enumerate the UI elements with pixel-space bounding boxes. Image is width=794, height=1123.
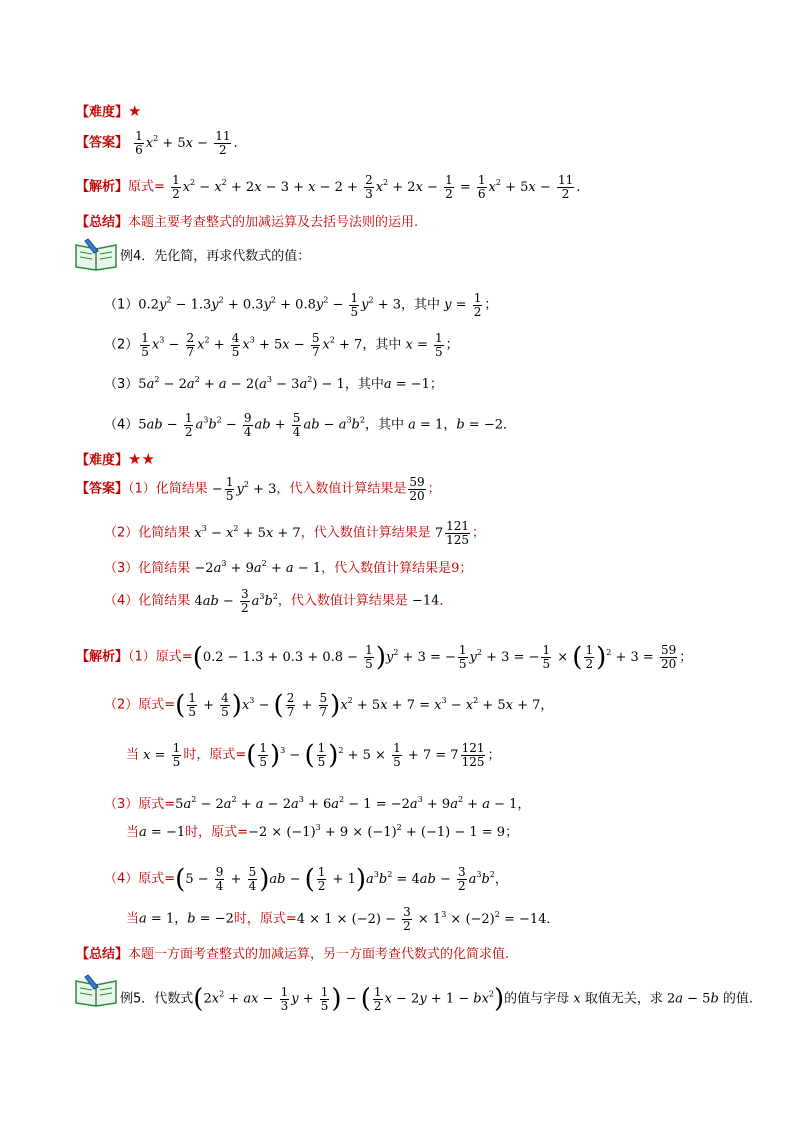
analysis-label: 【解析】 — [76, 179, 129, 195]
answer-row-2-2: （2）化简结果 $x^3 - x^2 + 5x + 7$，代入数值计算结果是 7 $\frac{121}{125}$ ； — [104, 519, 486, 547]
answer-row-1 — [76, 130, 238, 156]
analysis-row-2-3: （3）原式$=5a^2 - 2a^2 + a - 2a^3 + 6a^2 - 1 = -2a^3 + 9a^2 + a - 1$， — [104, 795, 531, 812]
analysis-math: $\frac{1}{2}$ $x^2 - x^2 + 2x - 3 + x - 2$ + $\frac{2}{3}$ $x^2 + 2x$ − $\frac{1}{2}$ = $\frac{1}{6}$ $x^2 + 5x$ − $\frac{11}{2}$ . — [172, 173, 581, 201]
summary-row-2 — [76, 948, 509, 961]
example5-title: 例5．代数式($2x^2$ + ax − $\frac{1}{3}$ y + $\frac{1}{5}$ ) − ( $\frac{1}{2}$ $x - 2y + 1 - bx^2$)的值与字母 x 取值无关，求 2a − 5b 的值. — [120, 984, 754, 1015]
book-pencil-icon — [74, 237, 118, 271]
book-pencil-icon — [74, 973, 118, 1007]
difficulty-stars: ★ — [128, 102, 142, 120]
difficulty-row-2 — [76, 452, 155, 467]
summary-text: 本题一方面考查整式的加减运算，另一方面考查代数式的化简求值. — [128, 947, 510, 962]
answer-math: $\frac{1}{6}$ $x^2 + 5x$ − $\frac{11}{2}$ . — [135, 129, 238, 157]
summary-label: 【总结】 — [76, 215, 129, 230]
difficulty-label: 【难度】 — [76, 105, 129, 120]
analysis-row-2-2: （2）原式=( $\frac{1}{5}$ + $\frac{4}{5}$ )$x^3$ − ( $\frac{2}{7}$ + $\frac{5}{7}$ )$x^2 + 5x + 7 = x^3 - x^2 + 5x + 7$， — [104, 690, 554, 721]
example4-title: 例4．先化简，再求代数式的值： — [120, 249, 311, 264]
example4-item-1: $(1)0.2y^2 - 1.3y^2 + 0.3y^2 + 0.8y^2$ − $\frac{1}{5}$ $y^2 + 3$，其中 y = $\frac{1}{2}$ ； — [104, 291, 498, 319]
summary-text: 本题主要考查整式的加减运算及去括号法则的运用. — [128, 215, 419, 230]
summary-row-1 — [76, 216, 418, 229]
example4-item-3: $(3)5a^2 - 2a^2 + a - 2(a^3 - 3a^2) - 1$，其中a = −1； — [104, 375, 443, 392]
summary-label: 【总结】 — [76, 947, 129, 962]
answer-label: 【答案】 — [76, 481, 129, 497]
example4-item-4: （4）5ab − $\frac{1}{2}$ $a^3b^2$ − $\frac{9}{4}$ ab + $\frac{5}{4}$ ab − $a^3b^2$，其中 a = 1，b = −2． — [104, 411, 516, 439]
analysis-label: 【解析】 — [76, 649, 129, 665]
answer-row-2-3: （3）化简结果 $-2a^3 + 9a^2 + a - 1$，代入数值计算结果是9； — [104, 559, 473, 576]
analysis-row-2-3b: 当a = −1时，原式$=-2 \times (-1)^3 + 9 \times (-1)^2 + (-1) - 1 = 9$； — [126, 823, 519, 840]
analysis-row-2-1: 【解析】（1）原式=(0.2 − 1.3 + 0.3 + 0.8 − $\frac{1}{5}$ )$y^2 + 3$ = − $\frac{1}{5}$ $y^2 + 3$ = − $\frac{1}{5}$ × ( $\frac{1}{2}$ )$^2$ + 3 = $\frac{59}{20}$ ； — [76, 642, 693, 673]
analysis-row-2-4b: 当a = 1，b = −2时，原式=4 × 1 × (−2) − $\frac{3}{2}$ × $1^3 \times (-2)^2 = -14$． — [126, 905, 560, 933]
answer-row-2-4: （4）化简结果 4ab − $\frac{3}{2}$ $a^3b^2$，代入数值计算结果是 −14． — [104, 587, 453, 615]
example4-item-2: （2） $\frac{1}{5}$ $x^3$ − $\frac{2}{7}$ $x^2$ + $\frac{4}{5}$ $x^3 + 5x$ − $\frac{5}{7}$ $x^2 + 7$，其中 x = $\frac{1}{5}$ ； — [104, 331, 459, 359]
analysis-row-1 — [76, 174, 580, 200]
answer-row-2-1: 【答案】（1）化简结果 − $\frac{1}{5}$ $y^2 + 3$，代入数值计算结果是 $\frac{59}{20}$ ； — [76, 475, 441, 503]
analysis-row-2-2b: 当 x = $\frac{1}{5}$ 时，原式=( $\frac{1}{5}$ )$^3$ − ( $\frac{1}{5}$ )$^2$ + 5 × $\frac{1}{5}$ + 7 = 7 $\frac{121}{125}$ ； — [126, 740, 501, 771]
difficulty-stars: ★★ — [128, 450, 155, 468]
analysis-row-2-4: （4）原式=(5 − $\frac{9}{4}$ + $\frac{5}{4}$ )ab − ( $\frac{1}{2}$ + $1)a^3b^2 = 4ab$ − $\frac{3}{2}$ $a^3b^2$， — [104, 864, 508, 895]
analysis-lead: 原式= — [128, 179, 165, 195]
difficulty-row-1 — [76, 104, 141, 119]
difficulty-label: 【难度】 — [76, 453, 129, 468]
answer-label: 【答案】 — [76, 135, 129, 151]
